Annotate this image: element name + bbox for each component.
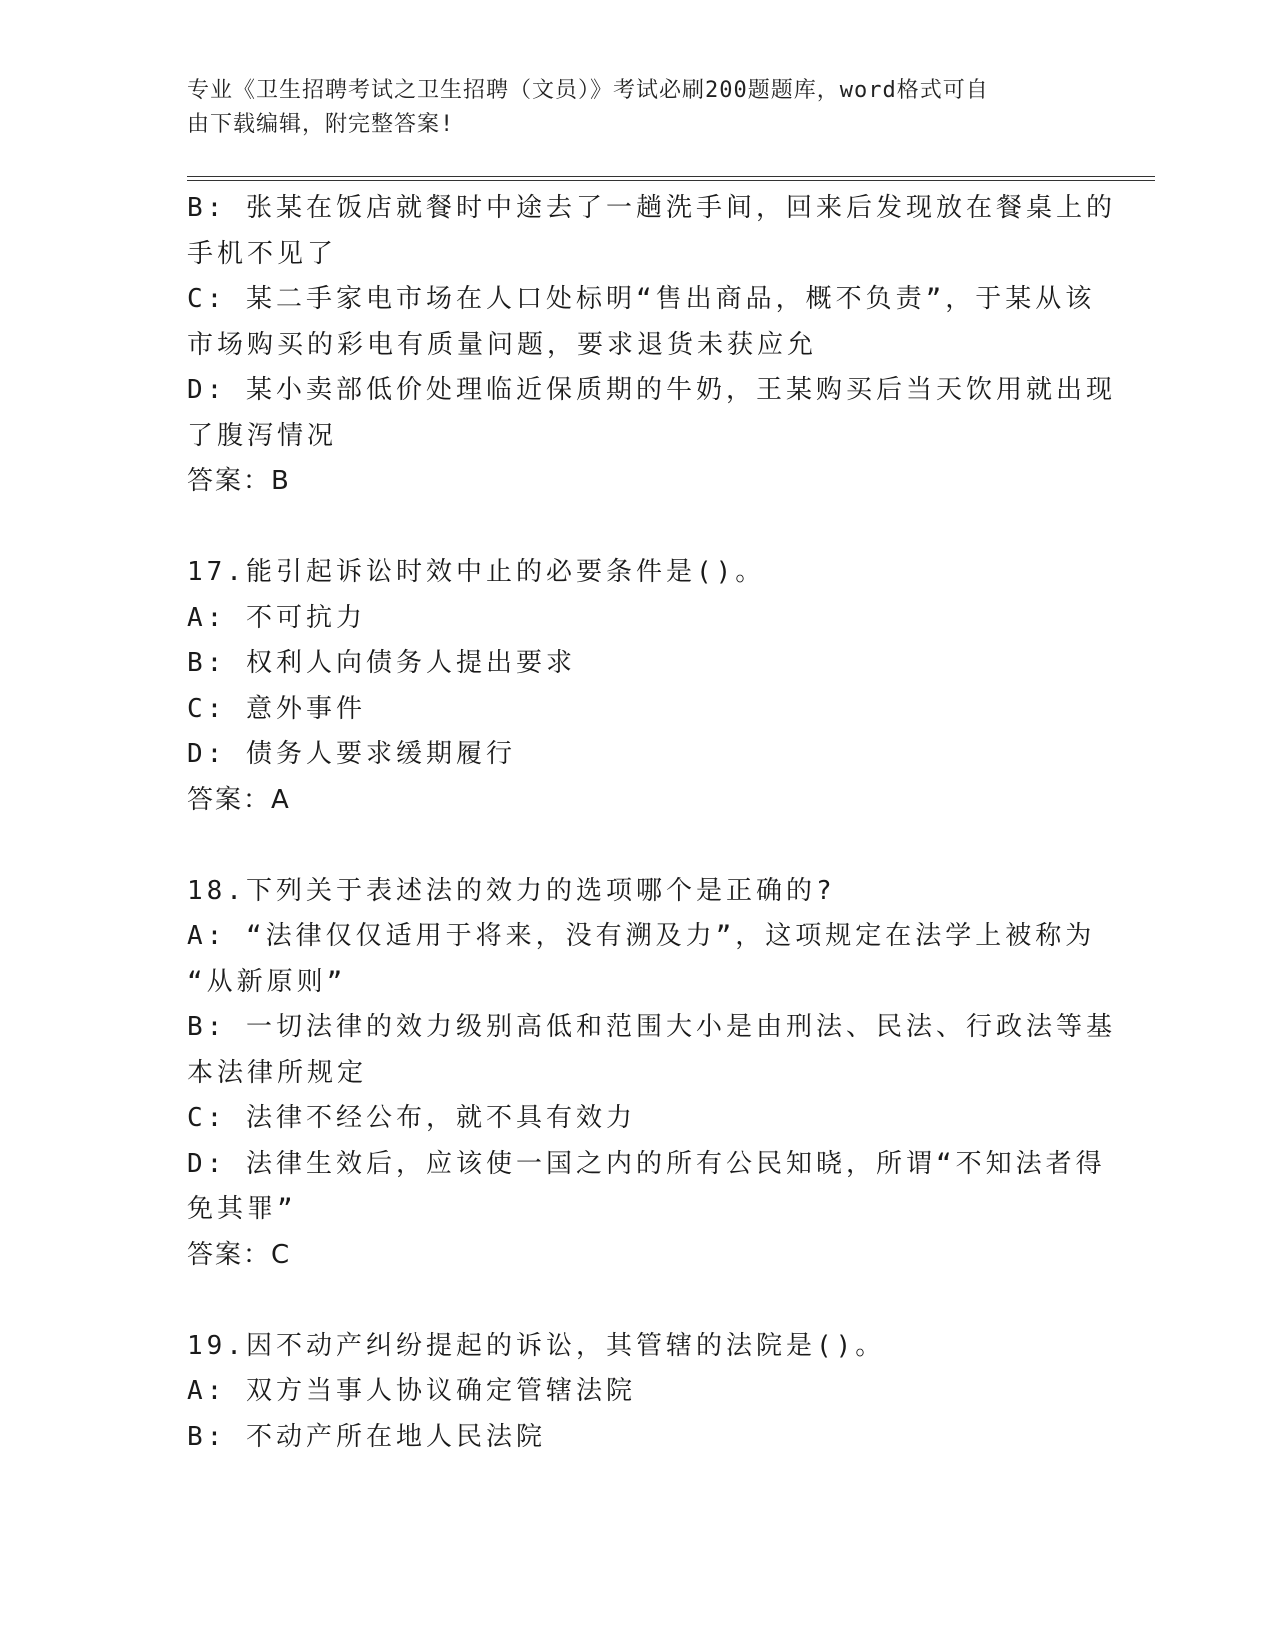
option-b: B: 权利人向债务人提出要求	[187, 648, 576, 678]
question-list	[187, 186, 1116, 1460]
option-c-line-2: 市场购买的彩电有质量问题，要求退货未获应允	[187, 329, 818, 360]
option-a: A: 双方当事人协议确定管辖法院	[187, 1376, 636, 1406]
answer-label: 答案：C	[187, 1239, 292, 1270]
question-spacer	[187, 1278, 1087, 1324]
option-c: C: 意外事件	[187, 693, 366, 724]
question-16	[187, 186, 1116, 505]
question-spacer	[187, 823, 1087, 869]
header-line-1: 专业《卫生招聘考试之卫生招聘（文员）》考试必刷200题题库，word格式可自	[187, 78, 989, 103]
option-b-line-1: B: 张某在饭店就餐时中途去了一趟洗手间，回来后发现放在餐桌上的	[187, 193, 1116, 223]
option-d: D: 债务人要求缓期履行	[187, 739, 516, 769]
option-a-line-2: “从新原则”	[187, 966, 347, 997]
question-stem: 19.因不动产纠纷提起的诉讼，其管辖的法院是()。	[187, 1330, 886, 1361]
option-d-line-2: 了腹泻情况	[187, 420, 338, 451]
option-c-line-1: C: 某二手家电市场在人口处标明“售出商品，概不负责”，于某从该	[187, 284, 1096, 314]
option-d-line-1: D: 某小卖部低价处理临近保质期的牛奶，王某购买后当天饮用就出现	[187, 375, 1116, 405]
option-b-line-1: B: 一切法律的效力级别高低和范围大小是由刑法、民法、行政法等基	[187, 1012, 1116, 1042]
page-header	[187, 74, 1067, 142]
option-b-line-2: 手机不见了	[187, 238, 338, 269]
question-stem: 18.下列关于表述法的效力的选项哪个是正确的?	[187, 875, 836, 906]
option-b: B: 不动产所在地人民法院	[187, 1421, 546, 1452]
option-a-line-1: A: “法律仅仅适用于将来，没有溯及力”，这项规定在法学上被称为	[187, 921, 1096, 951]
question-18	[187, 869, 1116, 1279]
option-d-line-1: D: 法律生效后，应该使一国之内的所有公民知晓，所谓“不知法者得	[187, 1148, 1106, 1179]
question-19	[187, 1324, 1087, 1461]
answer-label: 答案：A	[187, 784, 291, 815]
header-line-2: 由下载编辑，附完整答案!	[187, 112, 455, 137]
question-spacer	[187, 505, 1087, 551]
question-stem: 17.能引起诉讼时效中止的必要条件是()。	[187, 557, 766, 587]
option-a: A: 不可抗力	[187, 602, 366, 633]
answer-label: 答案：B	[187, 466, 291, 496]
option-b-line-2: 本法律所规定	[187, 1057, 368, 1088]
question-17	[187, 550, 1087, 823]
header-divider	[187, 176, 1155, 181]
option-d-line-2: 免其罪”	[187, 1194, 297, 1224]
option-c: C: 法律不经公布，就不具有效力	[187, 1103, 636, 1133]
